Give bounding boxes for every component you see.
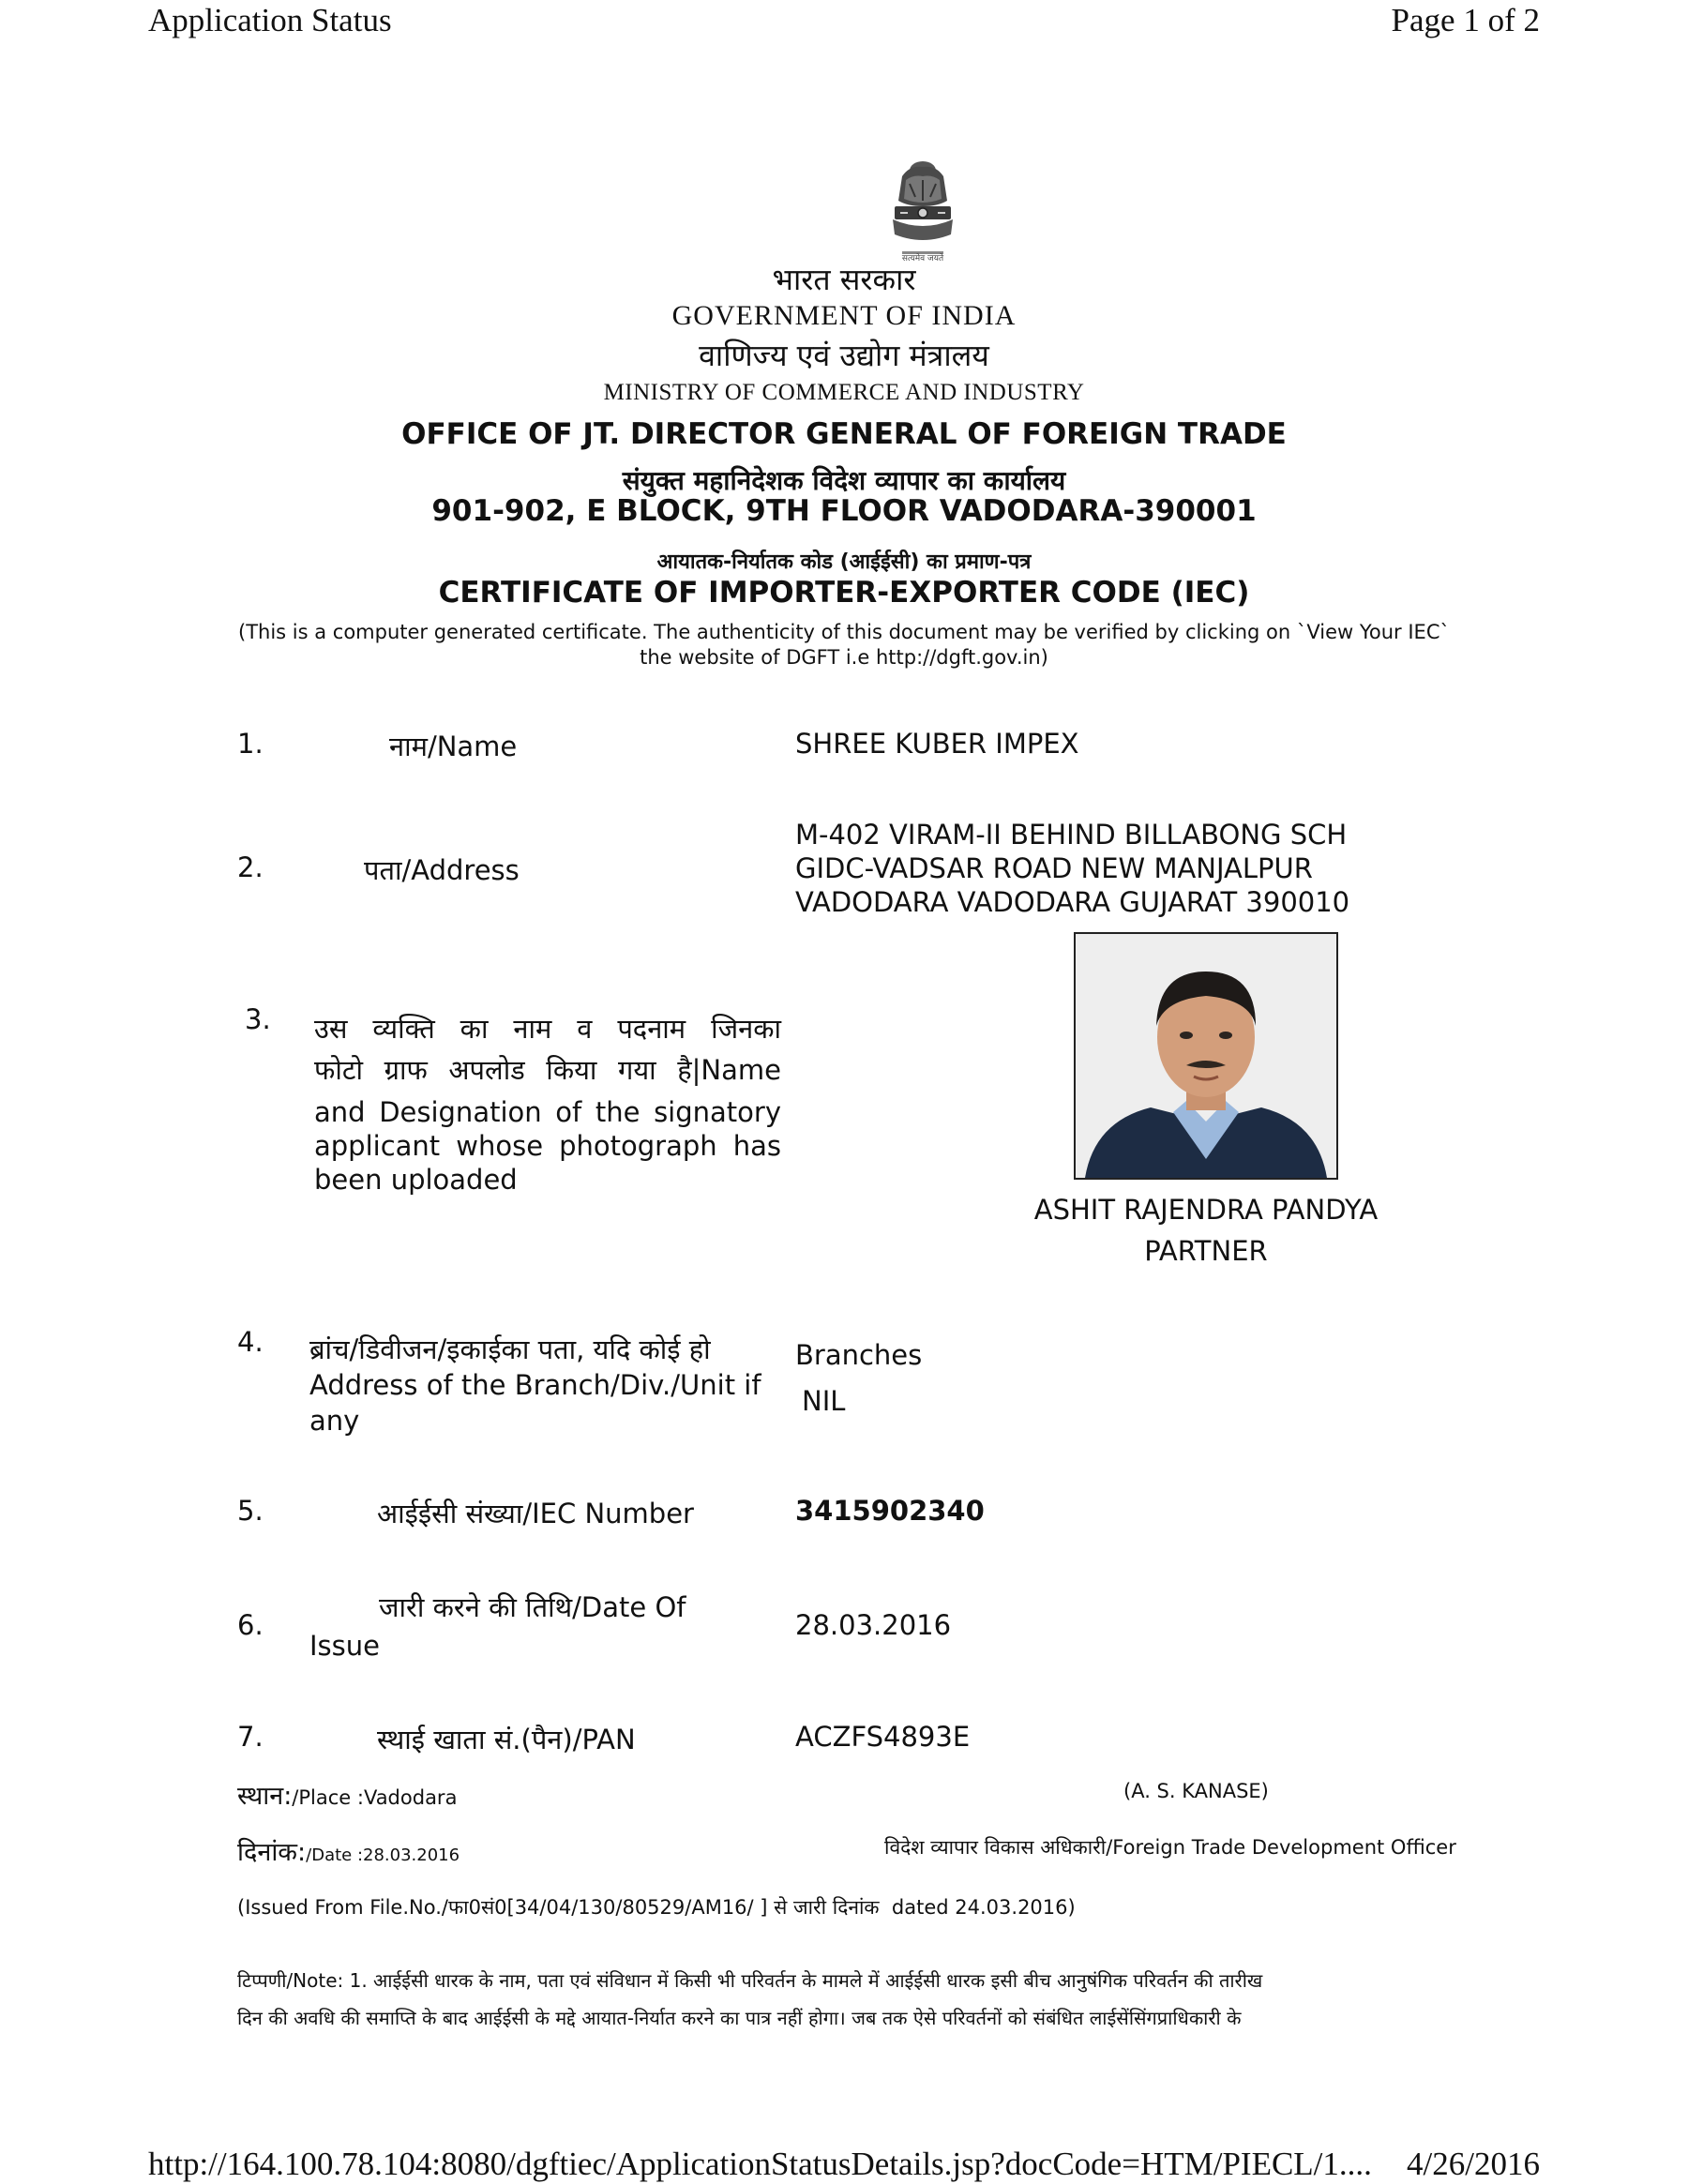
government-title: GOVERNMENT OF INDIA <box>671 300 1017 331</box>
name-value: SHREE KUBER IMPEX <box>795 728 1079 760</box>
print-header-page-number: Page 1 of 2 <box>1391 2 1540 38</box>
issue-date-label <box>309 1589 686 1665</box>
government-title-hindi: भारत सरकार <box>772 262 916 297</box>
note-block <box>237 1962 1541 2037</box>
field-number: 4. <box>237 1326 264 1358</box>
date-line <box>237 1833 460 1868</box>
address-line: VADODARA VADODARA GUJARAT 390010 <box>795 886 1350 918</box>
field-number: 7. <box>237 1721 264 1753</box>
branches-heading: Branches <box>795 1339 923 1371</box>
signatory-label-line: उस व्यक्ति का नाम व पदनाम जिनका <box>314 1013 781 1045</box>
signatory-label-line: been uploaded <box>314 1164 518 1196</box>
national-emblem-icon <box>882 158 964 265</box>
signatory-photo <box>1074 932 1338 1180</box>
field-number: 6. <box>237 1609 264 1641</box>
date-value: /Date :28.03.2016 <box>306 1845 460 1865</box>
place-label-hindi: स्थान: <box>237 1782 293 1811</box>
office-address: 901-902, E BLOCK, 9TH FLOOR VADODARA-390001 <box>431 494 1257 528</box>
address-line: GIDC-VADSAR ROAD NEW MANJALPUR <box>795 852 1313 884</box>
branches-value: NIL <box>802 1385 846 1417</box>
field-number: 5. <box>237 1495 264 1527</box>
field-number: 2. <box>237 851 264 883</box>
certificate-title: CERTIFICATE OF IMPORTER-EXPORTER CODE (IEC) <box>438 576 1250 610</box>
issue-date-label-line: जारी करने की तिथि/Date Of <box>379 1591 686 1623</box>
name-label: नाम/Name <box>389 731 518 762</box>
note-line: टिप्पणी/Note: 1. आईईसी धारक के नाम, पता एवं संविधान में किसी भी परिवर्तन के मामले में आईईसी धारक इसी बीच आनुषंगिक परिवर्तन की तारीख <box>237 1969 1263 1992</box>
signatory-label-english <box>314 1095 781 1197</box>
iec-label: आईईसी संख्या/IEC Number <box>377 1498 694 1529</box>
certificate-title-hindi: आयातक-निर्यातक कोड (आईईसी) का प्रमाण-पत्र <box>656 550 1032 574</box>
date-label-hindi: दिनांक: <box>237 1838 307 1867</box>
officer-name: (A. S. KANASE) <box>1123 1780 1269 1802</box>
address-line: M-402 VIRAM-II BEHIND BILLABONG SCH <box>795 819 1348 851</box>
print-header-title: Application Status <box>148 2 392 38</box>
field-number: 3. <box>245 1003 271 1035</box>
pan-label: स्थाई खाता सं.(पैन)/PAN <box>377 1724 636 1755</box>
issue-date-value: 28.03.2016 <box>795 1609 952 1641</box>
branch-label <box>309 1332 761 1438</box>
pan-value: ACZFS4893E <box>795 1721 971 1753</box>
address-value <box>795 818 1349 919</box>
signatory-label-hindi <box>314 1008 781 1091</box>
ministry-title-hindi: वाणिज्य एवं उद्योग मंत्रालय <box>699 338 989 373</box>
address-label: पता/Address <box>364 854 520 886</box>
note-line: दिन की अवधि की समाप्ति के बाद आईईसी के मद्दे आयात-निर्यात करने का पात्र नहीं होगा। जब तक ऐसे परिवर्तनों को संबंधित लाईसेंसिंगप्राधिकारी के <box>237 2007 1242 2029</box>
authenticity-note-line1: (This is a computer generated certificate. The authenticity of this document may be verified by clicking on `View Your IEC` <box>238 621 1450 643</box>
branch-label-line: any <box>309 1405 360 1437</box>
print-footer-url: http://164.100.78.104:8080/dgftiec/ApplicationStatusDetails.jsp?docCode=HTM/PIECL/1.... <box>148 2146 1372 2182</box>
field-number: 1. <box>237 728 264 760</box>
authenticity-note-line2: the website of DGFT i.e http://dgft.gov.in) <box>640 646 1048 669</box>
print-footer-date: 4/26/2016 <box>1407 2146 1540 2182</box>
emblem-motto: सत्यमेव जयते <box>901 254 944 264</box>
office-title: OFFICE OF JT. DIRECTOR GENERAL OF FOREIGN TRADE <box>401 417 1287 451</box>
signatory-designation: PARTNER <box>1144 1235 1268 1267</box>
place-value: /Place :Vadodara <box>292 1786 458 1809</box>
officer-title: विदेश व्यापार विकास अधिकारी/Foreign Trade Development Officer <box>884 1836 1456 1859</box>
signatory-label-line: applicant whose photograph has <box>314 1130 781 1162</box>
issued-from-line: (Issued From File.No./फा0सं0[34/04/130/80529/AM16/ ] से जारी दिनांक dated 24.03.2016) <box>237 1896 1076 1919</box>
branch-label-line: Address of the Branch/Div./Unit if <box>309 1369 761 1401</box>
issue-date-label-line: Issue <box>309 1630 380 1662</box>
place-line <box>237 1777 457 1812</box>
ministry-title: MINISTRY OF COMMERCE AND INDUSTRY <box>603 380 1085 405</box>
branch-label-line: ब्रांच/डिवीजन/इकाईका पता, यदि कोई हो <box>309 1333 711 1365</box>
office-title-hindi: संयुक्त महानिदेशक विदेश व्यापार का कार्यालय <box>622 465 1066 496</box>
signatory-label-line: and Designation of the signatory <box>314 1096 781 1128</box>
signatory-name: ASHIT RAJENDRA PANDYA <box>1033 1194 1379 1226</box>
signatory-label-line: फोटो ग्राफ अपलोड किया गया है|Name <box>314 1054 781 1086</box>
iec-number: 3415902340 <box>795 1495 985 1527</box>
